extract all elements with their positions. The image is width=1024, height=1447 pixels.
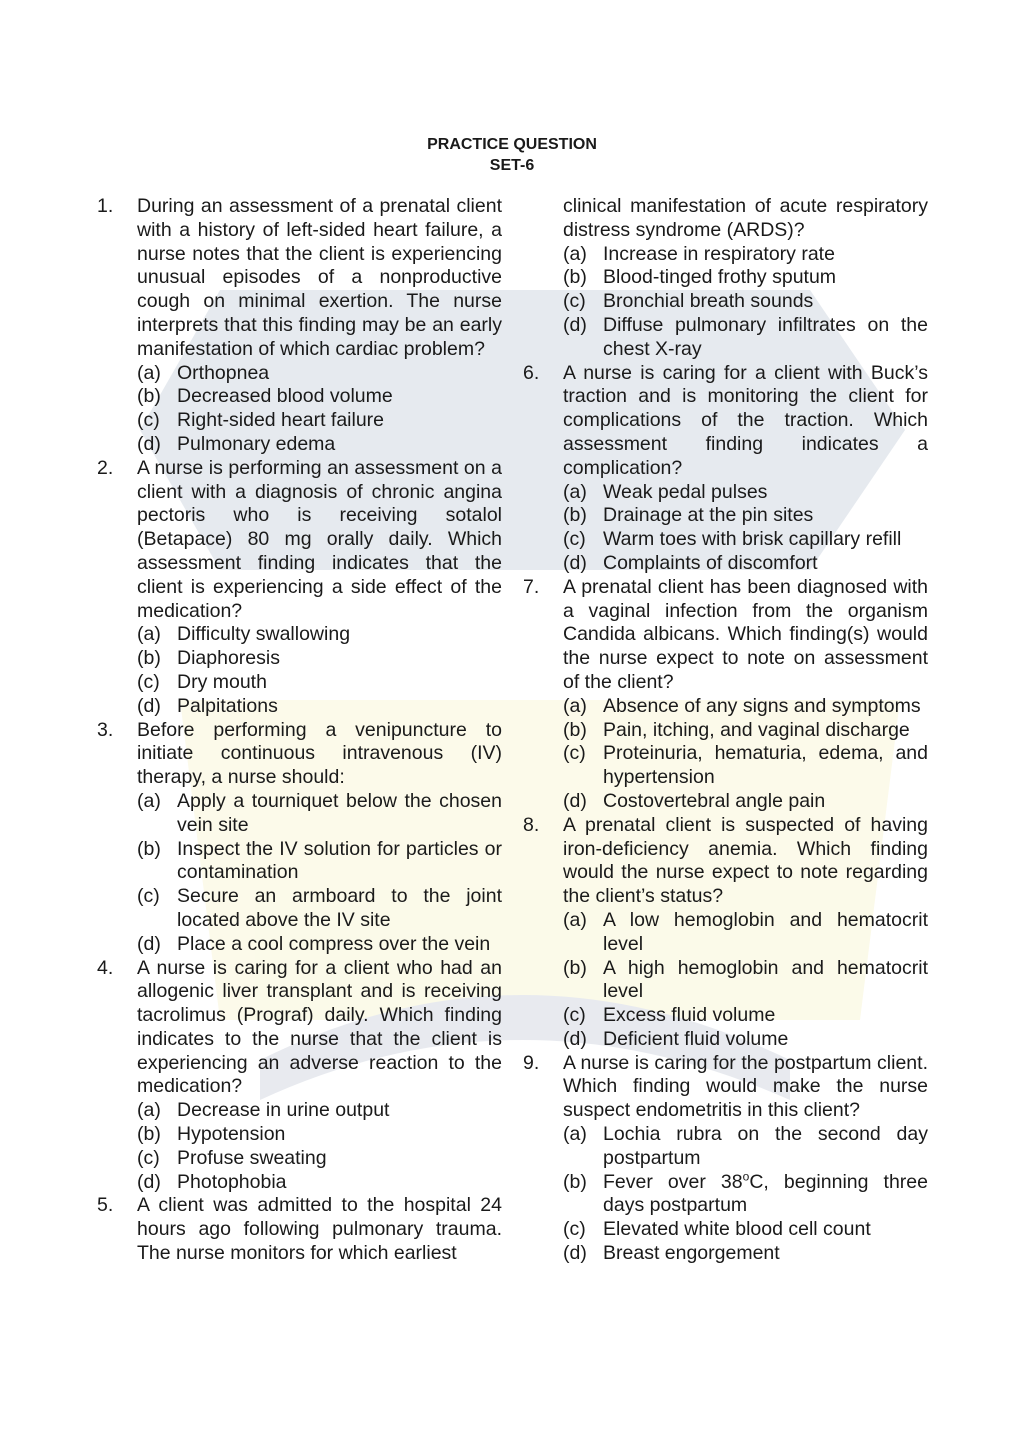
option-b xyxy=(563,504,928,528)
option-label: (d) xyxy=(563,1027,587,1050)
option-label: (a) xyxy=(137,623,161,646)
option-d xyxy=(563,314,928,362)
option-label: (a) xyxy=(563,242,587,265)
option-list xyxy=(137,1099,502,1194)
option-d xyxy=(137,933,502,957)
option-label: (b) xyxy=(563,1170,587,1193)
option-label: (b) xyxy=(563,266,587,289)
question-5 xyxy=(97,1194,502,1265)
page-title: PRACTICE QUESTION xyxy=(427,136,597,153)
option-d xyxy=(137,1171,502,1195)
question-3 xyxy=(97,718,502,957)
option-a xyxy=(563,243,928,267)
option-list xyxy=(563,1123,928,1266)
option-text: Palpitations xyxy=(177,694,278,717)
option-list xyxy=(137,790,502,957)
option-text: Blood-tinged frothy sputum xyxy=(603,266,837,289)
option-label: (d) xyxy=(563,789,587,812)
option-label: (b) xyxy=(563,956,587,979)
option-label: (b) xyxy=(137,837,161,860)
option-text xyxy=(603,1171,928,1219)
option-label: (a) xyxy=(137,361,161,384)
option-a xyxy=(137,623,502,647)
option-text: Right-sided heart failure xyxy=(177,409,385,432)
option-c xyxy=(563,1218,928,1242)
option-label: (d) xyxy=(563,313,587,336)
question-stem: During an assessment of a prenatal client with a history of left-sided heart failure, a nurse notes that the client is experiencing unusual episodes of a nonproductive cough on minimal exertion. The nurse interprets that this finding may be an early manifestation of which cardiac problem? xyxy=(137,195,502,360)
option-text: Decreased blood volume xyxy=(177,385,393,408)
option-d xyxy=(563,1242,928,1266)
option-label: (d) xyxy=(563,551,587,574)
question-stem: A nurse is performing an assessment on a client with a diagnosis of chronic angina pectoris who is receiving sotalol (Betapace) 80 mg orally daily. Which assessment finding indicates that the client is experiencing a side effect of the medication? xyxy=(137,456,502,622)
question-number: 7. xyxy=(523,575,540,598)
question-number: 5. xyxy=(97,1194,114,1217)
option-label: (a) xyxy=(563,480,587,503)
option-b xyxy=(137,385,502,409)
option-b xyxy=(137,1123,502,1147)
question-stem-continued: clinical manifestation of acute respiratory distress syndrome (ARDS)? xyxy=(563,195,928,241)
option-label: (d) xyxy=(563,1242,587,1265)
option-text: Apply a tourniquet below the chosen vein site xyxy=(177,789,502,836)
option-label: (b) xyxy=(137,385,161,408)
option-d xyxy=(563,1028,928,1052)
option-b xyxy=(563,719,928,743)
question-stem: A client was admitted to the hospital 24 hours ago following pulmonary trauma. The nurse monitors for which earliest xyxy=(137,1194,502,1265)
question-stem: A nurse is caring for the postpartum client. Which finding would make the nurse suspect endometritis in this client? xyxy=(563,1051,928,1122)
option-c xyxy=(563,528,928,552)
option-label: (c) xyxy=(137,409,160,432)
option-text: Pain, itching, and vaginal discharge xyxy=(603,718,910,741)
option-label: (b) xyxy=(563,504,587,527)
option-label: (c) xyxy=(137,1146,160,1169)
option-c xyxy=(137,409,502,433)
option-a xyxy=(563,909,928,957)
option-c xyxy=(563,742,928,790)
option-c xyxy=(563,290,928,314)
option-b xyxy=(563,266,928,290)
option-d xyxy=(137,433,502,457)
option-text: Lochia rubra on the second day postpartum xyxy=(603,1123,928,1169)
option-text: Diffuse pulmonary infiltrates on the chest X-ray xyxy=(603,313,928,360)
option-text: Difficulty swallowing xyxy=(177,623,351,646)
option-text: Hypotension xyxy=(177,1123,286,1146)
option-text: Proteinuria, hematuria, edema, and hypertension xyxy=(603,742,928,789)
option-c xyxy=(137,885,502,933)
option-label: (b) xyxy=(137,1123,161,1146)
set-label: SET-6 xyxy=(489,157,535,174)
option-label: (c) xyxy=(137,885,160,908)
option-label: (d) xyxy=(137,1170,161,1193)
option-label: (c) xyxy=(563,1218,586,1241)
option-text: Excess fluid volume xyxy=(603,1004,776,1027)
option-text: Place a cool compress over the vein xyxy=(177,932,491,955)
option-label: (a) xyxy=(137,789,161,812)
question-number: 2. xyxy=(97,456,114,479)
question-4 xyxy=(97,956,502,1195)
page-header xyxy=(0,134,1024,176)
option-text: Inspect the IV solution for particles or contamination xyxy=(177,837,502,884)
option-label: (c) xyxy=(563,1004,586,1027)
option-text: Complaints of discomfort xyxy=(603,551,818,574)
question-7 xyxy=(523,575,928,814)
option-b xyxy=(137,647,502,671)
option-text: Bronchial breath sounds xyxy=(603,290,814,313)
option-text: Weak pedal pulses xyxy=(603,480,768,503)
question-number: 8. xyxy=(523,813,540,836)
option-text: Photophobia xyxy=(177,1170,287,1193)
option-text: Orthopnea xyxy=(177,361,270,384)
option-label: (d) xyxy=(137,694,161,717)
option-text: Decrease in urine output xyxy=(177,1099,390,1122)
question-stem: A nurse is caring for a client who had an allogenic liver transplant and is receiving tacrolimus (Prograf) daily. Which finding indicates to the nurse that the client is experiencing an adverse reaction to the medication? xyxy=(137,956,502,1098)
question-number: 6. xyxy=(523,361,540,384)
question-2 xyxy=(97,456,502,719)
option-d xyxy=(137,695,502,719)
option-label: (c) xyxy=(137,670,160,693)
option-a xyxy=(137,1099,502,1123)
question-stem: Before performing a venipuncture to initiate continuous intravenous (IV) therapy, a nurse should: xyxy=(137,718,502,789)
option-text-after: C, beginning three days postpartum xyxy=(603,1170,928,1217)
option-label: (a) xyxy=(563,694,587,717)
option-a xyxy=(563,695,928,719)
question-stem: A prenatal client is suspected of having iron-deficiency anemia. Which finding would the nurse expect to note regarding the client’s status? xyxy=(563,813,928,908)
option-text: Breast engorgement xyxy=(603,1242,780,1265)
option-b xyxy=(563,957,928,1005)
question-stem: A nurse is caring for a client with Buck’s traction and is monitoring the client for complications of the traction. Which assessment finding indicates a complication? xyxy=(563,361,928,479)
option-label: (b) xyxy=(563,718,587,741)
option-label: (a) xyxy=(563,908,587,931)
option-text-before: Fever over 38 xyxy=(603,1170,743,1193)
option-b xyxy=(137,838,502,886)
question-1 xyxy=(97,195,502,457)
question-number: 9. xyxy=(523,1051,540,1074)
question-stem: A prenatal client has been diagnosed with a vaginal infection from the organism Candida albicans. Which finding(s) would the nurse expect to note on assessment of the client? xyxy=(563,575,928,693)
option-list xyxy=(563,909,928,1052)
option-text: Increase in respiratory rate xyxy=(603,242,835,265)
option-label: (d) xyxy=(137,932,161,955)
option-list xyxy=(563,695,928,814)
option-c xyxy=(137,1147,502,1171)
option-label: (b) xyxy=(137,647,161,670)
question-number: 3. xyxy=(97,718,114,741)
option-a xyxy=(137,362,502,386)
option-label: (a) xyxy=(137,1099,161,1122)
option-text: Secure an armboard to the joint located above the IV site xyxy=(177,885,502,931)
question-5-continued xyxy=(563,195,928,362)
option-text: Profuse sweating xyxy=(177,1146,327,1169)
option-c xyxy=(137,671,502,695)
option-list xyxy=(563,243,928,362)
option-text: Dry mouth xyxy=(177,670,267,693)
option-a xyxy=(137,790,502,838)
option-text: Absence of any signs and symptoms xyxy=(603,694,921,717)
degree-superscript: o xyxy=(742,1169,750,1184)
option-text: A low hemoglobin and hematocrit level xyxy=(603,908,928,955)
question-8 xyxy=(523,813,928,1052)
option-text: Deficient fluid volume xyxy=(603,1027,789,1050)
option-text: Costovertebral angle pain xyxy=(603,789,826,812)
question-number: 1. xyxy=(97,195,114,217)
option-text: Warm toes with brisk capillary refill xyxy=(603,528,902,551)
right-column xyxy=(523,195,928,1266)
option-a xyxy=(563,481,928,505)
option-list xyxy=(137,362,502,457)
option-label: (c) xyxy=(563,742,586,765)
option-a xyxy=(563,1123,928,1171)
option-text: Drainage at the pin sites xyxy=(603,504,814,527)
option-label: (c) xyxy=(563,528,586,551)
option-list xyxy=(137,623,502,718)
option-text: Elevated white blood cell count xyxy=(603,1218,871,1241)
option-d xyxy=(563,552,928,576)
option-label: (a) xyxy=(563,1123,587,1146)
option-text: Diaphoresis xyxy=(177,647,280,670)
question-number: 4. xyxy=(97,956,114,979)
option-label: (d) xyxy=(137,432,161,455)
option-b xyxy=(563,1171,928,1219)
question-9 xyxy=(523,1051,928,1266)
option-d xyxy=(563,790,928,814)
question-6 xyxy=(523,361,928,576)
option-c xyxy=(563,1004,928,1028)
option-label: (c) xyxy=(563,290,586,313)
option-list xyxy=(563,481,928,576)
option-text: A high hemoglobin and hematocrit level xyxy=(603,956,928,1003)
left-column xyxy=(97,195,502,1266)
option-text: Pulmonary edema xyxy=(177,432,336,455)
